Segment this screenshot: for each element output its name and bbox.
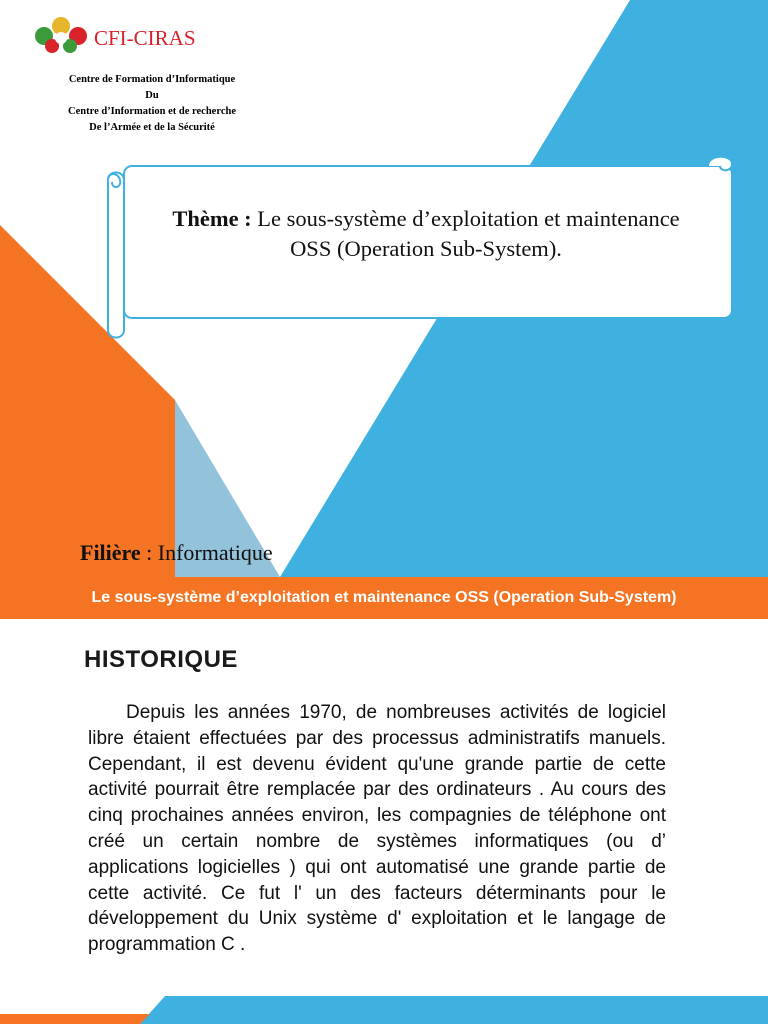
filiere-value: : Informatique	[146, 540, 273, 565]
subtitle-band-text: Le sous-système d’exploitation et maintenance OSS (Operation Sub-System)	[91, 589, 677, 606]
historique-slide	[0, 626, 768, 1024]
logo-name: CFI-CIRAS	[94, 26, 196, 50]
theme-label: Thème :	[172, 206, 252, 231]
historique-paragraph: Depuis les années 1970, de nombreuses activités de logiciel libre étaient effectuées par des processus administratifs manuels. Cependant, il est devenu évident qu'une grande partie de cette activité pourrait être remplacée par des ordinateurs . Au cours des cinq prochaines années environ, les compagnies de téléphone ont créé un certain nombre de systèmes informatiques (ou d’ applications logicielles ) qui ont automatisé une grande partie de cette activité. Ce fut l' un des facteurs déterminants pour le développement du Unix système d' exploitation et le langage de programmation C .	[88, 702, 666, 956]
theme-line-2: OSS (Operation Sub-System).	[290, 236, 562, 261]
section-title: HISTORIQUE	[84, 646, 238, 673]
orange-footer-shape	[0, 1014, 150, 1024]
institution-line: Du	[145, 90, 159, 101]
theme-title	[128, 204, 724, 264]
blue-footer-shape	[140, 996, 768, 1024]
subtitle-band	[0, 577, 768, 619]
institution-line: Centre de Formation d’Informatique	[68, 74, 236, 85]
institution-line: Centre d’Information et de recherche	[68, 106, 236, 117]
institution-block	[40, 72, 264, 136]
filiere	[80, 540, 273, 566]
filiere-label: Filière	[80, 540, 141, 565]
institution-line: De l’Armée et de la Sécurité	[89, 122, 215, 133]
cfi-ciras-logo-icon	[30, 14, 92, 54]
theme-line-1: Le sous-système d’exploitation et maintenance	[257, 206, 680, 231]
